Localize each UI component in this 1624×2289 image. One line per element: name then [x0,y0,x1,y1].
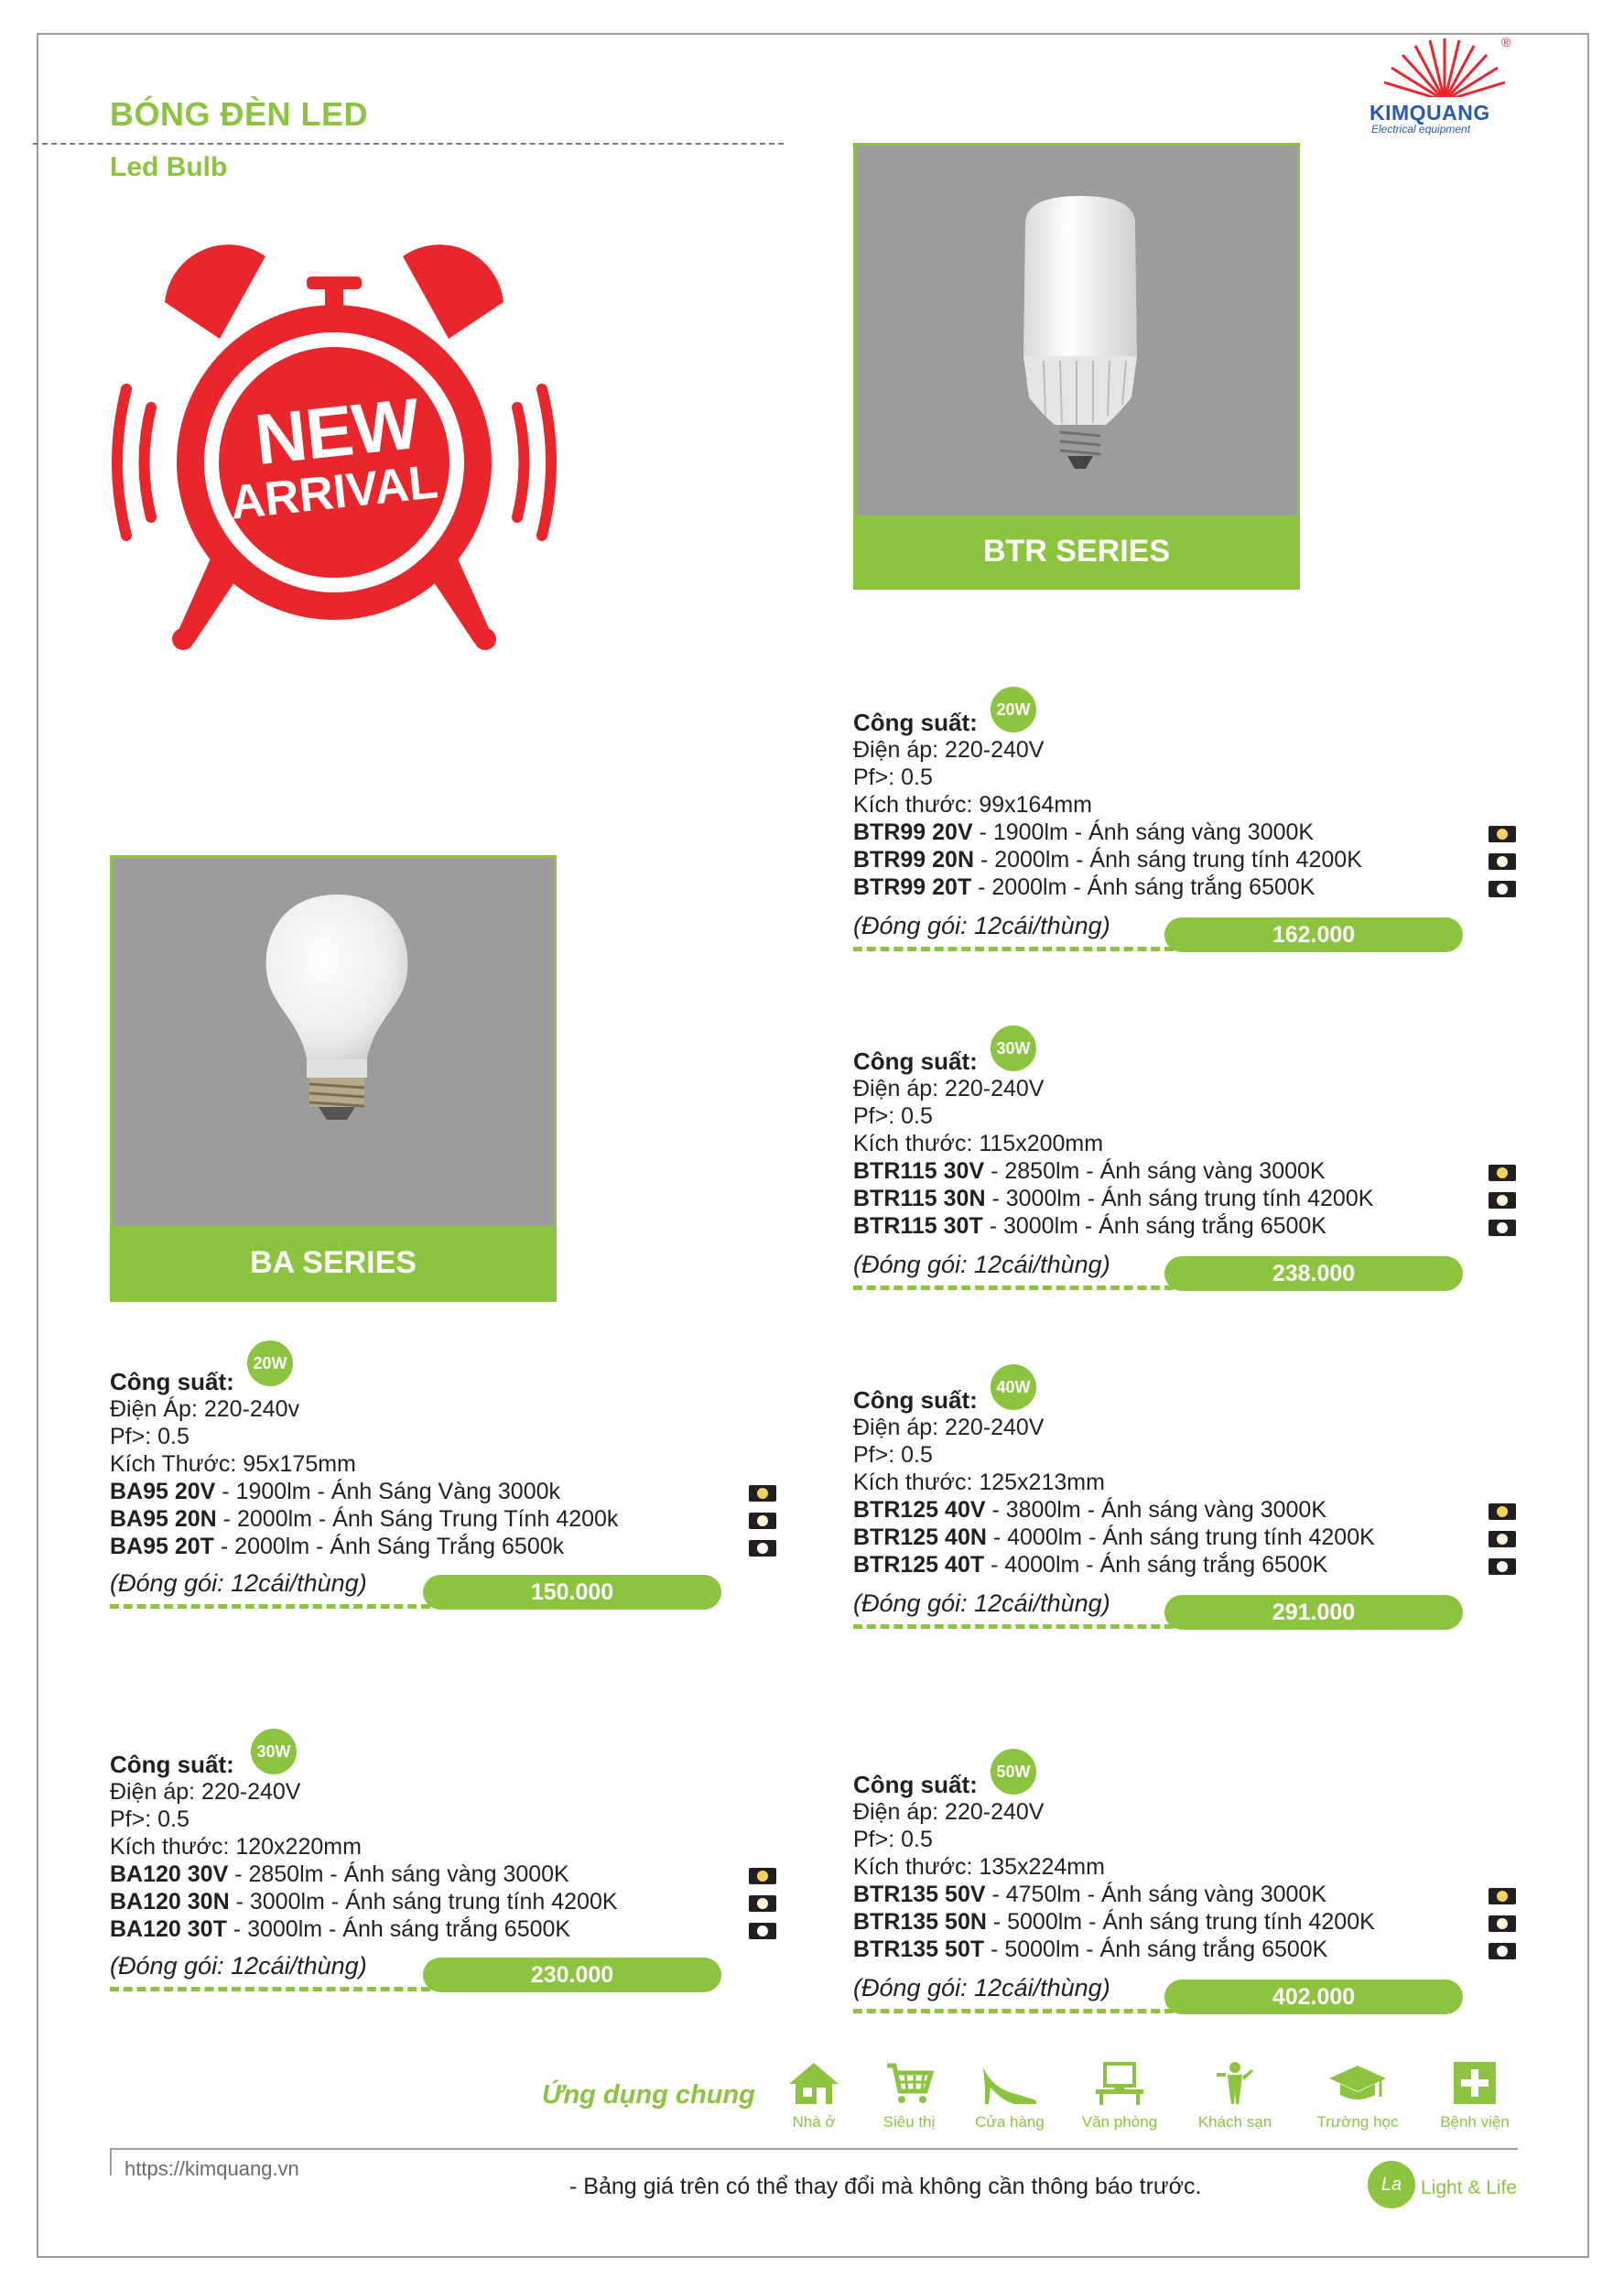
app-supermarket [859,2060,959,2132]
size-spec: Kích thước: 135x224mm [853,1854,1105,1880]
variant-desc: - 3000lm - Ánh sáng trắng 6500K [226,1916,571,1942]
light-life-logo: La [1368,2161,1415,2208]
variant-model: BTR115 30V [853,1158,985,1184]
variant-model: BTR135 50V [853,1882,986,1907]
neutral-light-swatch-icon [1489,853,1516,870]
packing-info: (Đóng gói: 12cái/thùng) [853,1974,1110,2002]
variant-row [853,1551,1375,1578]
price-tag: 291.000 [1164,1595,1463,1630]
app-office [1069,2060,1170,2132]
variant-row [853,1936,1375,1963]
applications-label: Ứng dụng chung [542,2080,755,2110]
cool-light-swatch-icon [1489,881,1516,897]
pf-spec: Pf>: 0.5 [853,1827,933,1852]
warm-light-swatch-icon [749,1485,776,1502]
btr-series-card [853,143,1300,590]
variant-row [853,1157,1373,1185]
dashed-divider [853,1286,1174,1290]
variant-desc: - 3800lm - Ánh sáng vàng 3000K [985,1497,1326,1523]
variant-model: BA120 30V [110,1861,229,1887]
footer-divider [110,2148,1518,2150]
app-home [763,2060,864,2132]
warm-light-swatch-icon [1489,1888,1516,1904]
voltage-spec: Điện áp: 220-240V [853,1415,1045,1440]
size-spec: Kích thước: 99x164mm [853,792,1093,818]
app-label: Nhà ở [792,2113,836,2131]
voltage-spec: Điện áp: 220-240V [853,737,1045,763]
price-tag: 162.000 [1164,917,1463,952]
variant-desc: - 1900lm - Ánh Sáng Vàng 3000k [215,1479,560,1504]
size-spec: Kích Thước: 95x175mm [110,1451,356,1477]
price-tag: 238.000 [1164,1256,1463,1291]
variant-model: BA95 20N [110,1506,217,1532]
variant-model: BA120 30T [110,1916,227,1942]
variant-desc: - 5000lm - Ánh sáng trắng 6500K [984,1936,1328,1962]
graduation-cap-icon [1326,2060,1390,2106]
variant-row [853,846,1362,873]
variant-row [853,1185,1373,1212]
variant-row [853,1881,1375,1908]
variant-model: BA95 20T [110,1534,214,1559]
variant-desc: - 4000lm - Ánh sáng trung tính 4200K [986,1524,1375,1550]
page-subtitle: Led Bulb [110,152,228,182]
house-icon [786,2060,841,2106]
variant-model: BA120 30N [110,1889,230,1915]
ba-series-card [110,855,557,1302]
product-btr125 [853,1386,1375,1578]
footer-tick [110,2148,112,2175]
neutral-light-swatch-icon [749,1513,776,1529]
variant-model: BTR135 50T [853,1936,985,1962]
power-label: Công suất: [110,1368,234,1395]
variant-desc: - 3000lm - Ánh sáng trung tính 4200K [229,1889,618,1915]
voltage-spec: Điện áp: 220-240V [853,1076,1045,1101]
cool-light-swatch-icon [749,1540,776,1557]
variant-row [853,819,1362,846]
variant-model: BTR115 30N [853,1186,986,1211]
dashed-divider [110,1604,430,1609]
packing-info: (Đóng gói: 12cái/thùng) [110,1569,367,1597]
brand-tagline: Electrical equipment [1371,123,1471,136]
variant-model: BTR125 40V [853,1497,986,1523]
variant-desc: - 3000lm - Ánh sáng trắng 6500K [982,1213,1326,1239]
pf-spec: Pf>: 0.5 [853,1103,933,1129]
power-label: Công suất: [853,1047,978,1075]
variant-desc: - 2000lm - Ánh sáng trắng 6500K [971,874,1315,900]
warm-light-swatch-icon [749,1868,776,1884]
product-btr99 [853,709,1362,901]
variant-row [110,1860,618,1888]
variant-row [110,1505,618,1533]
price-tag: 402.000 [1164,1980,1463,2014]
medical-cross-icon [1447,2060,1502,2106]
warm-light-swatch-icon [1489,1165,1516,1181]
packing-info: (Đóng gói: 12cái/thùng) [853,1589,1110,1617]
variant-model: BTR125 40N [853,1524,987,1550]
promo-line2: ARRIVAL [227,455,441,530]
voltage-spec: Điện áp: 220-240V [110,1779,301,1805]
price-tag: 150.000 [423,1575,721,1610]
app-label: Văn phòng [1081,2113,1158,2131]
power-badge: 20W [247,1340,293,1386]
variant-model: BTR115 30T [853,1213,983,1239]
variant-desc: - 4000lm - Ánh sáng trắng 6500K [984,1552,1328,1578]
power-label: Công suất: [853,1771,978,1798]
variant-row [110,1478,618,1505]
app-label: Cửa hàng [975,2113,1045,2131]
warm-light-swatch-icon [1489,826,1516,842]
app-school [1307,2060,1408,2132]
variant-desc: - 3000lm - Ánh sáng trung tính 4200K [985,1186,1374,1211]
price-disclaimer: - Bảng giá trên có thể thay đổi mà không cần thông báo trước. [569,2174,1202,2199]
app-store [959,2060,1060,2132]
power-badge: 20W [991,687,1036,732]
size-spec: Kích thước: 115x200mm [853,1131,1104,1156]
power-label: Công suất: [853,709,978,736]
pf-spec: Pf>: 0.5 [853,765,933,790]
app-label: Khách sạn [1197,2113,1272,2131]
variant-desc: - 2000lm - Ánh Sáng Trung Tính 4200k [216,1506,619,1532]
variant-model: BTR99 20T [853,874,972,900]
app-label: Bệnh viện [1440,2113,1510,2131]
power-label: Công suất: [110,1751,234,1778]
btr-series-title: BTR SERIES [856,515,1297,587]
pf-spec: Pf>: 0.5 [110,1806,189,1832]
variant-row [853,1496,1375,1524]
variant-row [853,1212,1373,1240]
variant-model: BTR99 20V [853,819,973,845]
packing-info: (Đóng gói: 12cái/thùng) [853,1251,1110,1278]
power-badge: 30W [251,1729,297,1774]
neutral-light-swatch-icon [1489,1192,1516,1209]
variant-row [110,1533,618,1560]
product-ba120 [110,1751,618,1943]
high-heel-icon [978,2060,1042,2106]
website-link[interactable]: https://kimquang.vn [125,2157,299,2180]
product-btr115 [853,1047,1373,1240]
product-btr135 [853,1771,1375,1963]
dashed-divider [110,1987,430,1991]
ba-series-title: BA SERIES [113,1226,554,1299]
app-hotel [1185,2060,1285,2132]
header-divider [33,143,784,145]
ba-bulb-image [259,895,415,1123]
app-hospital [1424,2060,1525,2132]
variant-desc: - 2850lm - Ánh sáng vàng 3000K [228,1861,569,1887]
voltage-spec: Điện Áp: 220-240v [110,1396,300,1422]
neutral-light-swatch-icon [1489,1915,1516,1932]
warm-light-swatch-icon [1489,1503,1516,1520]
dashed-divider [853,947,1174,951]
variant-row [110,1888,618,1915]
power-badge: 30W [991,1025,1036,1071]
packing-info: (Đóng gói: 12cái/thùng) [110,1952,367,1980]
dashed-divider [853,2009,1174,2013]
variant-row [853,873,1362,901]
new-arrival-badge [110,229,558,650]
variant-row [110,1915,618,1943]
product-ba95 [110,1368,618,1560]
btr-bulb-image [998,196,1163,471]
brand-name: KIMQUANG [1370,101,1490,125]
variant-desc: - 2000lm - Ánh sáng trung tính 4200K [974,847,1362,873]
cool-light-swatch-icon [749,1923,776,1939]
power-badge: 50W [991,1749,1036,1795]
pf-spec: Pf>: 0.5 [853,1442,933,1468]
variant-desc: - 2850lm - Ánh sáng vàng 3000K [984,1158,1326,1184]
size-spec: Kích thước: 125x213mm [853,1470,1105,1495]
registered-mark: ® [1501,35,1511,49]
variant-model: BTR99 20N [853,847,974,873]
cool-light-swatch-icon [1489,1558,1516,1575]
app-label: Trường học [1316,2113,1399,2131]
app-label: Siêu thị [882,2113,936,2131]
variant-desc: - 5000lm - Ánh sáng trung tính 4200K [986,1909,1375,1935]
pf-spec: Pf>: 0.5 [110,1424,189,1449]
variant-row [853,1908,1375,1936]
variant-row [853,1524,1375,1551]
variant-desc: - 1900lm - Ánh sáng vàng 3000K [972,819,1315,845]
variant-model: BTR125 40T [853,1552,985,1578]
neutral-light-swatch-icon [1489,1531,1516,1547]
cool-light-swatch-icon [1489,1943,1516,1959]
voltage-spec: Điện áp: 220-240V [853,1799,1045,1825]
power-label: Công suất: [853,1386,978,1414]
packing-info: (Đóng gói: 12cái/thùng) [853,912,1110,939]
variant-model: BTR135 50N [853,1909,987,1935]
promo-line1: NEW [251,382,423,481]
cool-light-swatch-icon [1489,1220,1516,1236]
size-spec: Kích thước: 120x220mm [110,1834,362,1860]
variant-model: BA95 20V [110,1479,216,1504]
variant-desc: - 4750lm - Ánh sáng vàng 3000K [985,1882,1326,1907]
brand-logo [1364,35,1520,136]
variant-desc: - 2000lm - Ánh Sáng Trắng 6500k [213,1534,565,1559]
page-title: BÓNG ĐÈN LED [110,95,369,133]
neutral-light-swatch-icon [749,1895,776,1912]
price-tag: 230.000 [423,1958,721,1992]
bellboy-icon [1207,2060,1262,2106]
office-desk-icon [1092,2060,1147,2106]
light-life-tagline: Light & Life [1421,2177,1518,2198]
dashed-divider [853,1624,1174,1629]
power-badge: 40W [991,1364,1036,1410]
shopping-cart-icon [882,2060,937,2106]
